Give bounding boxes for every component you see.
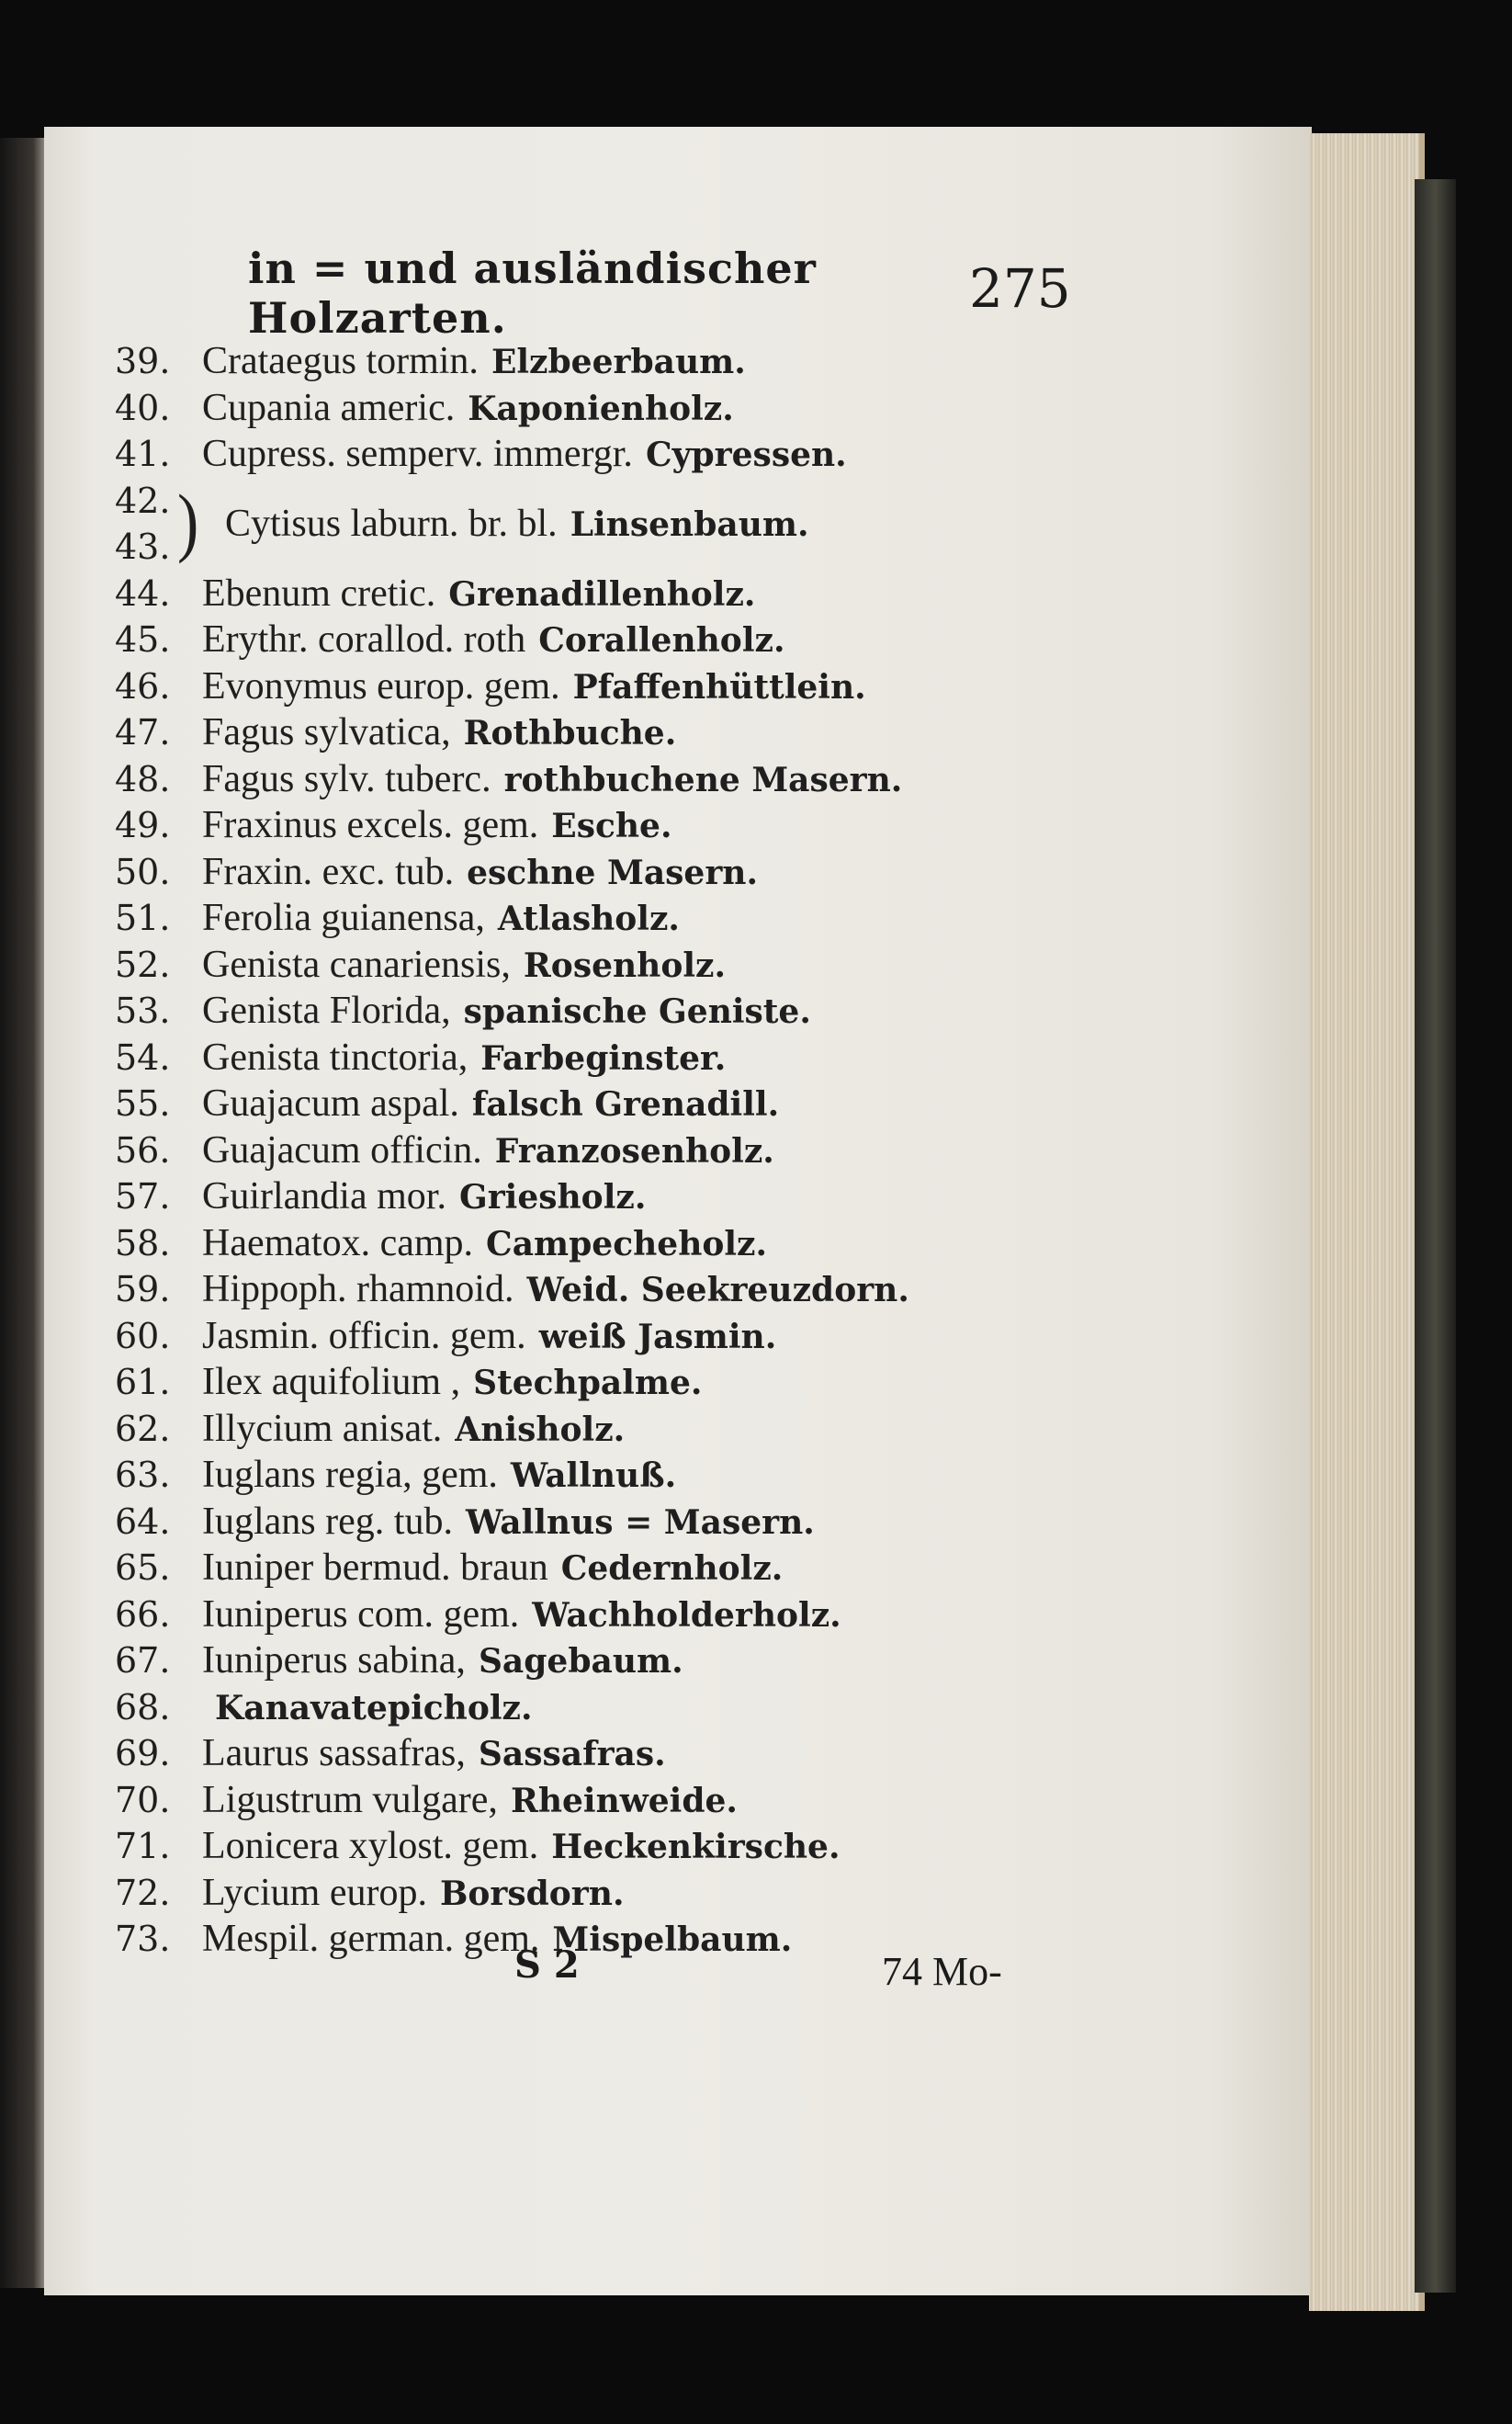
list-item (115, 1035, 1033, 1082)
latin-name: Haematox. camp. (202, 1221, 474, 1264)
list-item (115, 663, 1033, 710)
list-item (115, 1127, 1033, 1174)
list-item (115, 942, 1033, 989)
list-item (115, 1173, 1033, 1220)
german-name: Linsenbaum. (570, 504, 809, 544)
entry-number: 69. (115, 1733, 171, 1773)
list-item (115, 709, 1033, 756)
german-name: Elzbeerbaum. (491, 343, 746, 381)
entry-number: 39. (115, 341, 171, 381)
entry-number: 55. (115, 1083, 171, 1124)
german-name: Cypressen. (645, 436, 847, 474)
running-title: in = und ausländischer Holzarten. (248, 244, 817, 343)
latin-name: Guirlandia mor. (202, 1175, 446, 1218)
german-name: Wachholderholz. (532, 1595, 841, 1635)
german-name: Wallnus = Masern. (465, 1502, 815, 1542)
german-name: Borsdorn. (439, 1874, 625, 1913)
german-name: Campecheholz. (486, 1224, 768, 1263)
latin-name: Lycium europ. (202, 1871, 427, 1914)
latin-name: Ligustrum vulgare, (202, 1778, 498, 1821)
list-item (115, 1870, 1033, 1917)
german-name: Sassafras. (478, 1735, 666, 1773)
entry-number: 52. (115, 944, 171, 985)
list-item (115, 1777, 1033, 1824)
latin-name: Genista tinctoria, (202, 1036, 468, 1079)
latin-name: Iuniper bermud. braun (202, 1546, 548, 1589)
latin-name: Cupress. semperv. immergr. (202, 433, 633, 475)
catchword: 74 Mo- (882, 1949, 1002, 1994)
latin-name: Fraxinus excels. gem. (202, 804, 539, 846)
list-item (115, 1637, 1033, 1684)
entry-number: 64. (115, 1501, 171, 1542)
german-name: Esche. (551, 807, 672, 845)
entry-number: 54. (115, 1036, 171, 1078)
latin-name: Cytisus laburn. br. bl. (225, 502, 558, 545)
latin-name: Ferolia guianensa, (202, 897, 485, 939)
list-item (115, 1545, 1033, 1591)
paired-entry-text (225, 501, 809, 549)
entry-number: 43. (115, 526, 171, 567)
latin-name: Genista canariensis, (202, 943, 511, 986)
german-name: Stechpalme. (473, 1364, 703, 1402)
entry-number: 59. (115, 1269, 171, 1309)
entry-number: 53. (115, 991, 171, 1031)
latin-name: Guajacum officin. (202, 1128, 482, 1172)
entry-number: 61. (115, 1362, 171, 1402)
page-number: 275 (969, 257, 1071, 320)
entry-number: 66. (115, 1593, 171, 1635)
latin-name: Fagus sylvatica, (202, 711, 451, 753)
entry-number: 73. (115, 1919, 171, 1959)
list-item (115, 895, 1033, 942)
latin-name: Guajacum aspal. (202, 1082, 459, 1125)
latin-name: Genista Florida, (202, 990, 451, 1032)
latin-name: Iuniperus com. gem. (202, 1592, 520, 1636)
list-item (115, 756, 1033, 803)
entry-number: 40. (115, 387, 171, 428)
entry-number: 58. (115, 1222, 171, 1263)
german-name: Mispelbaum. (552, 1920, 793, 1959)
latin-name: Laurus sassafras, (202, 1732, 466, 1774)
list-item (115, 431, 1033, 478)
latin-name: Iuglans regia, gem. (202, 1454, 498, 1496)
list-item (115, 617, 1033, 663)
list-item (115, 385, 1033, 432)
german-name: Corallenholz. (538, 621, 785, 660)
list-item (115, 1313, 1033, 1360)
entry-number: 65. (115, 1547, 171, 1588)
list-item (115, 1406, 1033, 1453)
entry-number: 45. (115, 619, 171, 660)
list-item (115, 1081, 1033, 1127)
list-item (115, 1591, 1033, 1638)
german-name: Cedernholz. (560, 1549, 784, 1588)
entry-number: 60. (115, 1315, 171, 1356)
entry-number: 57. (115, 1176, 171, 1217)
brace-glyph: ) (177, 479, 199, 565)
latin-name: Lonicera xylost. gem. (202, 1825, 539, 1867)
entry-number: 50. (115, 851, 171, 892)
entry-number: 63. (115, 1455, 171, 1495)
list-item (115, 849, 1033, 896)
german-name: Farbeginster. (480, 1038, 727, 1078)
german-name: Rheinweide. (510, 1781, 738, 1820)
entry-number: 68. (115, 1686, 171, 1727)
latin-name: Hippoph. rhamnoid. (202, 1268, 514, 1310)
entry-number: 72. (115, 1872, 171, 1913)
german-name: rothbuchene Masern. (503, 760, 903, 799)
latin-name: Fagus sylv. tuberc. (202, 757, 491, 800)
list-item (115, 802, 1033, 849)
latin-name: Illycium anisat. (202, 1407, 443, 1450)
wood-species-list (115, 338, 1033, 1963)
entry-number: 51. (115, 898, 171, 938)
german-name: eschne Masern. (467, 853, 759, 892)
entry-number: 46. (115, 665, 171, 707)
latin-name: Iuglans reg. tub. (202, 1500, 453, 1543)
german-name: weiß Jasmin. (538, 1317, 777, 1356)
list-item (115, 1359, 1033, 1406)
latin-name: Ilex aquifolium , (202, 1361, 461, 1403)
list-item (115, 1266, 1033, 1313)
latin-name: Mespil. german. gem. (202, 1918, 540, 1960)
latin-name: Cupania americ. (202, 386, 456, 429)
entry-number: 67. (115, 1640, 171, 1681)
list-item-paired (115, 478, 1033, 571)
list-item (115, 1730, 1033, 1777)
entry-number: 70. (115, 1779, 171, 1820)
german-name: Sagebaum. (478, 1642, 683, 1681)
german-name: Anisholz. (455, 1410, 626, 1449)
german-name: Atlasholz. (497, 900, 680, 938)
german-name: Pfaffenhüttlein. (572, 667, 866, 707)
german-name: falsch Grenadill. (471, 1085, 780, 1124)
german-name: Griesholz. (458, 1178, 647, 1217)
list-item (115, 1684, 1033, 1731)
entry-number: 71. (115, 1826, 171, 1866)
list-item (115, 1499, 1033, 1546)
list-item (115, 1823, 1033, 1870)
latin-name: Jasmin. officin. gem. (202, 1314, 526, 1357)
list-item (115, 1452, 1033, 1499)
german-name: Rosenholz. (523, 946, 727, 985)
book-cover-right (1415, 179, 1456, 2293)
list-item (115, 338, 1033, 385)
german-name: Heckenkirsche. (551, 1828, 841, 1866)
page-edges (1309, 133, 1425, 2311)
entry-number: 47. (115, 712, 171, 753)
entry-number: 48. (115, 758, 171, 799)
german-name: Grenadillenholz. (448, 574, 756, 614)
german-name: Weid. Seekreuzdorn. (526, 1271, 909, 1309)
list-item (115, 571, 1033, 617)
german-name: Rothbuche. (463, 714, 677, 753)
latin-name: Erythr. corallod. roth (202, 618, 526, 661)
latin-name: Evonymus europ. gem. (202, 664, 560, 708)
latin-name: Iuniperus sabina, (202, 1639, 466, 1682)
entry-number: 42. (115, 480, 171, 521)
entry-number: 49. (115, 805, 171, 845)
german-name: Wallnuß. (510, 1456, 677, 1495)
list-item (115, 988, 1033, 1035)
latin-name: Ebenum cretic. (202, 572, 436, 615)
german-name: spanische Geniste. (463, 992, 811, 1031)
list-item (115, 1220, 1033, 1267)
entry-number: 44. (115, 572, 171, 614)
entry-number: 56. (115, 1129, 171, 1171)
entry-number: 41. (115, 434, 171, 474)
entry-number: 62. (115, 1408, 171, 1449)
signature-mark: S 2 (514, 1943, 580, 1987)
latin-name: Crataegus tormin. (202, 340, 479, 382)
latin-name: Fraxin. exc. tub. (202, 850, 455, 893)
german-name: Kaponienholz. (468, 389, 734, 428)
german-name: Kanavatepicholz. (215, 1688, 533, 1727)
german-name: Franzosenholz. (494, 1131, 774, 1171)
